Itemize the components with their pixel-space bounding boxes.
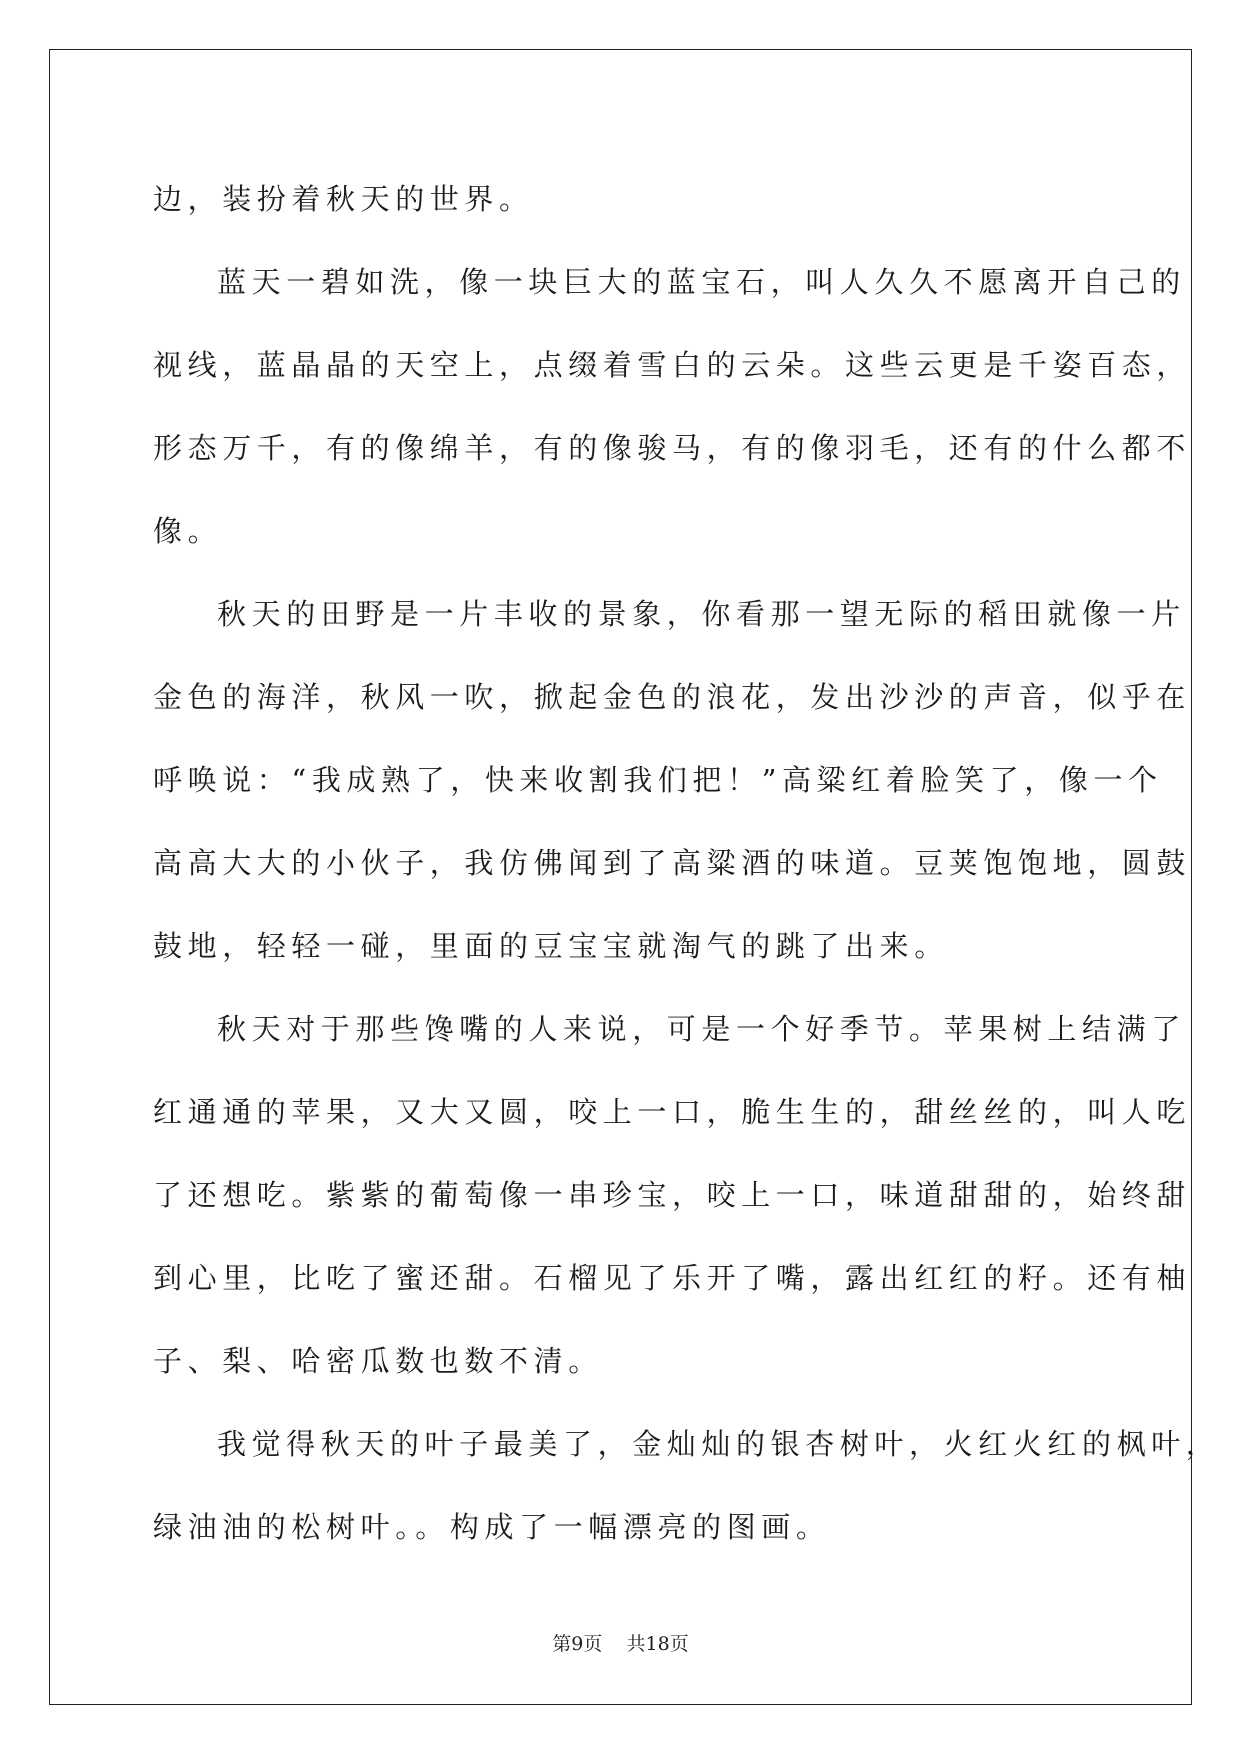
text-line: 到心里，比吃了蜜还甜。石榴见了乐开了嘴，露出红红的籽。还有柚	[153, 1261, 1192, 1295]
text-line: 鼓地，轻轻一碰，里面的豆宝宝就淘气的跳了出来。	[153, 929, 949, 963]
text-line: 我觉得秋天的叶子最美了，金灿灿的银杏树叶，火红火红的枫叶，	[217, 1427, 1221, 1461]
text-line: 秋天对于那些馋嘴的人来说，可是一个好季节。苹果树上结满了	[217, 1012, 1186, 1046]
page-number-footer: 第9页 共18页	[552, 1633, 689, 1655]
text-line: 了还想吃。紫紫的葡萄像一串珍宝，咬上一口，味道甜甜的，始终甜	[153, 1178, 1192, 1212]
text-line: 呼唤说：“我成熟了，快来收割我们把！”高粱红着脸笑了，像一个	[153, 763, 1163, 797]
text-line: 像。	[153, 514, 223, 548]
text-line: 视线，蓝晶晶的天空上，点缀着雪白的云朵。这些云更是千姿百态，	[153, 348, 1192, 382]
paragraph	[153, 1403, 1221, 1569]
text-line: 秋天的田野是一片丰收的景象，你看那一望无际的稻田就像一片	[217, 597, 1186, 631]
text-line: 蓝天一碧如洗，像一块巨大的蓝宝石，叫人久久不愿离开自己的	[217, 265, 1186, 299]
text-line: 边，装扮着秋天的世界。	[153, 182, 534, 216]
document-body	[153, 158, 1221, 1569]
text-line: 子、梨、哈密瓜数也数不清。	[153, 1344, 603, 1378]
paragraph	[153, 241, 1192, 573]
text-line: 金色的海洋，秋风一吹，掀起金色的浪花，发出沙沙的声音，似乎在	[153, 680, 1192, 714]
paragraph	[153, 158, 1099, 241]
text-line: 红通通的苹果，又大又圆，咬上一口，脆生生的，甜丝丝的，叫人吃	[153, 1095, 1192, 1129]
text-line: 形态万千，有的像绵羊，有的像骏马，有的像羽毛，还有的什么都不	[153, 431, 1192, 465]
text-line: 绿油油的松树叶。。构成了一幅漂亮的图画。	[153, 1510, 831, 1544]
text-line: 高高大大的小伙子，我仿佛闻到了高粱酒的味道。豆荚饱饱地，圆鼓	[153, 846, 1192, 880]
paragraph	[153, 988, 1192, 1403]
paragraph	[153, 573, 1192, 988]
